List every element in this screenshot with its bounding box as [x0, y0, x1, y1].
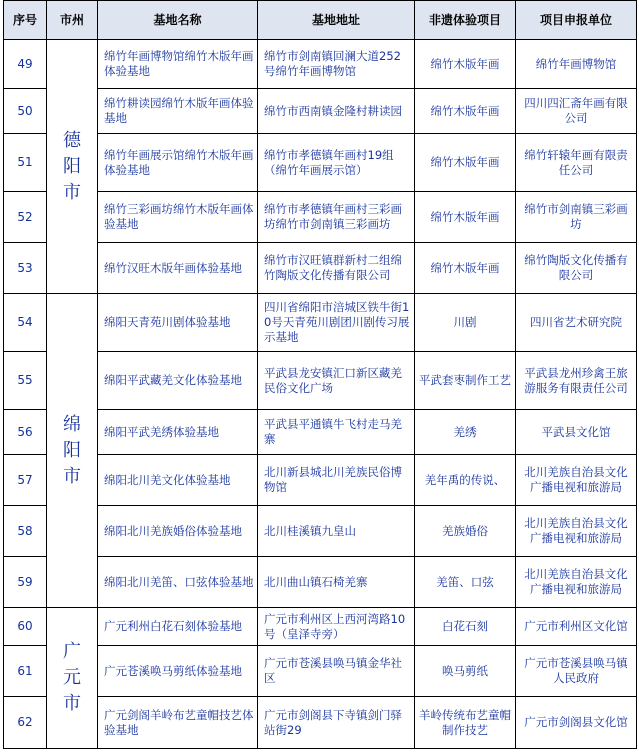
cell-heritage-item: 绵竹木版年画 [415, 134, 516, 192]
cell-applicant-unit: 四川省艺术研究院 [516, 294, 637, 352]
cell-applicant-unit: 北川羌族自治县文化广播电视和旅游局 [516, 506, 637, 557]
cell-seq: 51 [4, 134, 47, 192]
cell-base-name: 绵阳天青苑川剧体验基地 [98, 294, 258, 352]
cell-base-name: 广元剑阁羊岭布艺童帽技艺体验基地 [98, 697, 258, 749]
cell-base-name: 绵竹三彩画坊绵竹木版年画体验基地 [98, 192, 258, 243]
cell-seq: 53 [4, 243, 47, 294]
cell-applicant-unit: 广元市利州区文化馆 [516, 608, 637, 646]
cell-heritage-item: 绵竹木版年画 [415, 40, 516, 89]
cell-heritage-item: 唤马剪纸 [415, 646, 516, 697]
cell-base-address: 绵竹市孝德镇年画村19组（绵竹年画展示馆） [258, 134, 415, 192]
cell-applicant-unit: 绵竹市剑南镇三彩画坊 [516, 192, 637, 243]
cell-applicant-unit: 平武县文化馆 [516, 410, 637, 455]
header-row [4, 1, 637, 40]
cell-seq: 61 [4, 646, 47, 697]
cell-base-address: 绵竹市汉旺镇群新村二组绵竹陶版文化传播有限公司 [258, 243, 415, 294]
table-row [4, 40, 637, 89]
cell-city: 广元市 [47, 608, 98, 749]
cell-seq: 54 [4, 294, 47, 352]
cell-applicant-unit: 北川羌族自治县文化广播电视和旅游局 [516, 557, 637, 608]
cell-heritage-item: 羌笛、口弦 [415, 557, 516, 608]
table-row [4, 192, 637, 243]
cell-applicant-unit: 广元市剑阁县文化馆 [516, 697, 637, 749]
cell-base-address: 绵竹市剑南镇回澜大道252号绵竹年画博物馆 [258, 40, 415, 89]
table-row [4, 506, 637, 557]
table-row [4, 697, 637, 749]
header-base-name: 基地名称 [98, 1, 258, 40]
cell-base-address: 绵竹市孝德镇年画村三彩画坊绵竹市剑南镇三彩画坊 [258, 192, 415, 243]
cell-seq: 55 [4, 352, 47, 410]
header-city: 市州 [47, 1, 98, 40]
cell-heritage-item: 羌族婚俗 [415, 506, 516, 557]
cell-seq: 58 [4, 506, 47, 557]
cell-seq: 57 [4, 455, 47, 506]
cell-base-name: 广元利州白花石刻体验基地 [98, 608, 258, 646]
cell-base-name: 绵竹耕读园绵竹木版年画体验基地 [98, 89, 258, 134]
cell-applicant-unit: 广元市苍溪县唤马镇人民政府 [516, 646, 637, 697]
header-applicant-unit: 项目申报单位 [516, 1, 637, 40]
cell-seq: 49 [4, 40, 47, 89]
cell-base-address: 四川省绵阳市涪城区铁牛街10号天青苑川剧团川剧传习展示基地 [258, 294, 415, 352]
cell-heritage-item: 白花石刻 [415, 608, 516, 646]
cell-base-name: 绵竹汉旺木版年画体验基地 [98, 243, 258, 294]
table-row [4, 557, 637, 608]
cell-applicant-unit: 北川羌族自治县文化广播电视和旅游局 [516, 455, 637, 506]
cell-base-name: 广元苍溪唤马剪纸体验基地 [98, 646, 258, 697]
cell-heritage-item: 绵竹木版年画 [415, 89, 516, 134]
cell-city: 德阳市 [47, 40, 98, 294]
table-row [4, 608, 637, 646]
cell-base-address: 绵竹市西南镇金隆村耕读园 [258, 89, 415, 134]
cell-base-address: 平武县平通镇牛飞村走马羌寨 [258, 410, 415, 455]
cell-heritage-item: 羌年禹的传说、 [415, 455, 516, 506]
cell-seq: 56 [4, 410, 47, 455]
cell-seq: 50 [4, 89, 47, 134]
cell-applicant-unit: 平武县龙州珍禽王旅游服务有限责任公司 [516, 352, 637, 410]
header-base-address: 基地地址 [258, 1, 415, 40]
cell-base-address: 广元市利州区上西河湾路10号（皇泽寺旁） [258, 608, 415, 646]
cell-heritage-item: 羌绣 [415, 410, 516, 455]
cell-base-address: 北川曲山镇石椅羌寨 [258, 557, 415, 608]
cell-seq: 59 [4, 557, 47, 608]
cell-heritage-item: 川剧 [415, 294, 516, 352]
cell-base-address: 北川桂溪镇九皇山 [258, 506, 415, 557]
cell-base-name: 绵阳北川羌笛、口弦体验基地 [98, 557, 258, 608]
header-heritage-item: 非遗体验项目 [415, 1, 516, 40]
cell-seq: 60 [4, 608, 47, 646]
cell-base-name: 绵阳北川羌文化体验基地 [98, 455, 258, 506]
cell-base-address: 广元市剑阁县下寺镇剑门驿站街29 [258, 697, 415, 749]
table-row [4, 646, 637, 697]
table-row [4, 352, 637, 410]
table-row [4, 134, 637, 192]
cell-base-address: 广元市苍溪县唤马镇金华社区 [258, 646, 415, 697]
table-row [4, 455, 637, 506]
table-row [4, 410, 637, 455]
table-row [4, 294, 637, 352]
cell-applicant-unit: 绵竹轩辕年画有限责任公司 [516, 134, 637, 192]
cell-applicant-unit: 四川四汇斋年画有限公司 [516, 89, 637, 134]
cell-applicant-unit: 绵竹陶版文化传播有限公司 [516, 243, 637, 294]
cell-city: 绵阳市 [47, 294, 98, 608]
cell-base-name: 绵阳平武藏羌文化体验基地 [98, 352, 258, 410]
cell-applicant-unit: 绵竹年画博物馆 [516, 40, 637, 89]
cell-heritage-item: 羊岭传统布艺童帽制作技艺 [415, 697, 516, 749]
cell-base-name: 绵阳平武羌绣体验基地 [98, 410, 258, 455]
cell-seq: 52 [4, 192, 47, 243]
cell-base-name: 绵竹年画展示馆绵竹木版年画体验基地 [98, 134, 258, 192]
cell-base-address: 平武县龙安镇汇口新区藏羌民俗文化广场 [258, 352, 415, 410]
table-row [4, 89, 637, 134]
cell-base-name: 绵竹年画博物馆绵竹木版年画体验基地 [98, 40, 258, 89]
cell-base-name: 绵阳北川羌族婚俗体验基地 [98, 506, 258, 557]
cell-heritage-item: 平武套枣制作工艺 [415, 352, 516, 410]
table-row [4, 243, 637, 294]
cell-base-address: 北川新县城北川羌族民俗博物馆 [258, 455, 415, 506]
header-seq: 序号 [4, 1, 47, 40]
cell-seq: 62 [4, 697, 47, 749]
cell-heritage-item: 绵竹木版年画 [415, 192, 516, 243]
cell-heritage-item: 绵竹木版年画 [415, 243, 516, 294]
heritage-base-table [3, 0, 637, 749]
